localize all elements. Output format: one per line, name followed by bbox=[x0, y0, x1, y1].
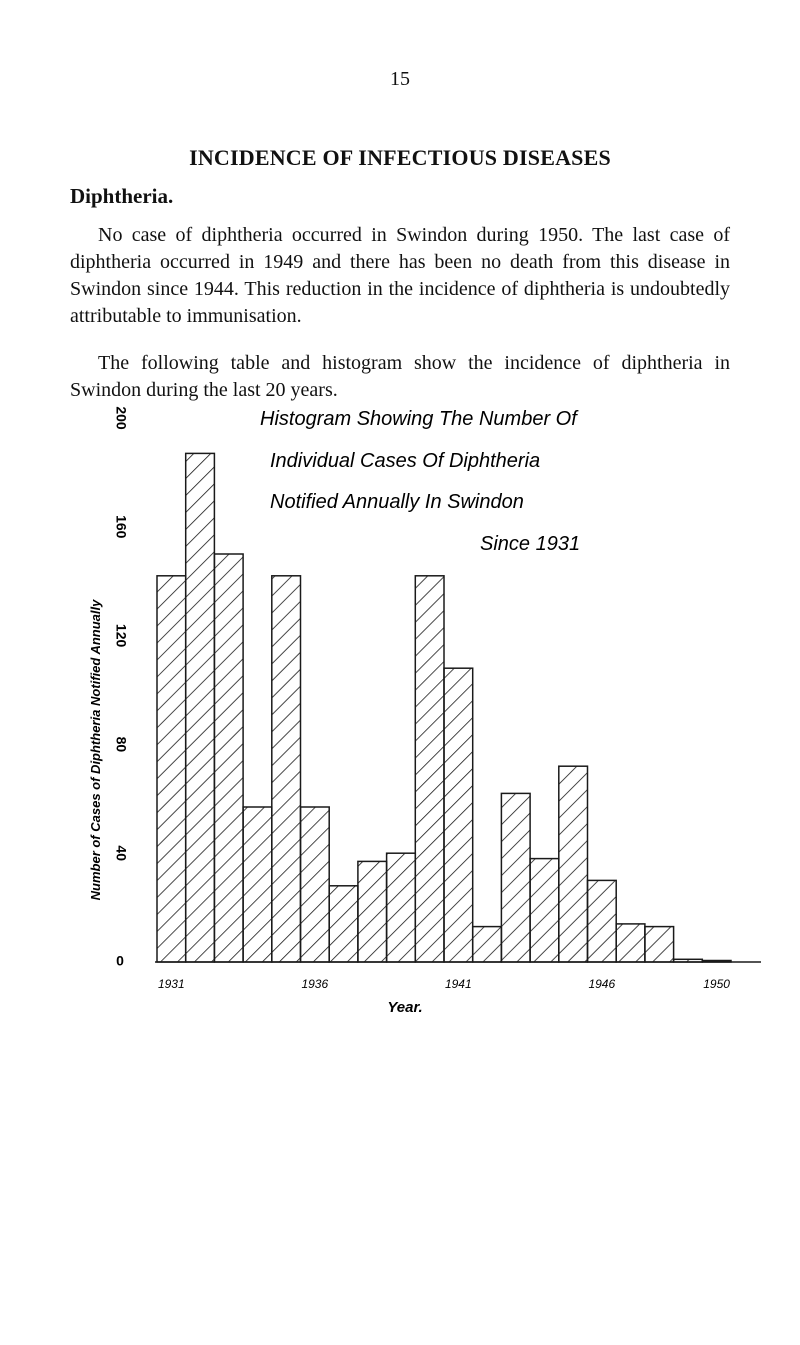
bar-1943 bbox=[501, 793, 530, 962]
bar-1935 bbox=[272, 576, 301, 962]
chart-title-line-1: Histogram Showing The Number Of bbox=[260, 408, 577, 430]
bar-1942 bbox=[473, 927, 502, 962]
bar-1940 bbox=[415, 576, 444, 962]
bar-1947 bbox=[616, 924, 645, 962]
y-tick-160: 160 bbox=[113, 515, 130, 539]
bar-1931 bbox=[157, 576, 186, 962]
x-tick-1950: 1950 bbox=[703, 977, 730, 991]
y-axis-label: Number of Cases of Diphtheria Notified Annually bbox=[88, 599, 103, 901]
y-tick-80: 80 bbox=[113, 736, 130, 753]
bar-1936 bbox=[301, 807, 330, 962]
bars-group bbox=[157, 453, 731, 962]
x-tick-1941: 1941 bbox=[444, 977, 472, 991]
page-heading: INCIDENCE OF INFECTIOUS DISEASES bbox=[189, 145, 611, 170]
histogram-svg bbox=[60, 400, 780, 1300]
bar-1945 bbox=[559, 766, 588, 962]
chart-title-line-3: Notified Annually In Swindon bbox=[270, 491, 524, 513]
y-tick-120: 120 bbox=[113, 623, 130, 648]
histogram-chart bbox=[60, 400, 780, 1300]
bar-1946 bbox=[588, 880, 617, 962]
page-number: 15 bbox=[390, 68, 410, 90]
bar-1941 bbox=[444, 668, 473, 962]
y-tick-40: 40 bbox=[113, 845, 130, 861]
bar-1944 bbox=[530, 859, 559, 962]
x-tick-1931: 1931 bbox=[157, 977, 185, 991]
x-tick-1946: 1946 bbox=[588, 977, 616, 991]
y-tick-200: 200 bbox=[113, 406, 130, 430]
bar-1937 bbox=[329, 886, 358, 962]
paragraph-2: The following table and histogram show the incidence of diphtheria in Swindon during the last 20 years. bbox=[70, 352, 730, 401]
chart-title-line-4: Since 1931 bbox=[480, 533, 581, 555]
chart-title-line-2: Individual Cases Of Diphtheria bbox=[270, 450, 541, 472]
x-tick-labels bbox=[158, 977, 730, 991]
x-axis-label: Year. bbox=[387, 999, 423, 1016]
bar-1948 bbox=[645, 927, 674, 962]
bar-1933 bbox=[214, 554, 243, 962]
bar-1939 bbox=[387, 853, 416, 962]
bar-1938 bbox=[358, 861, 387, 962]
bar-1934 bbox=[243, 807, 272, 962]
x-tick-1936: 1936 bbox=[301, 977, 329, 991]
y-tick-0: 0 bbox=[116, 952, 124, 969]
section-subheading: Diphtheria. bbox=[70, 184, 174, 208]
paragraph-1: No case of diphtheria occurred in Swindon during 1950. The last case of diphtheria occurred in 1949 and there has been no death from this disease in Swindon since 1944. This reduction in the incidence of diphtheria is undoubtedly attributable to immunisation. bbox=[70, 224, 730, 327]
bar-1932 bbox=[186, 453, 215, 962]
y-tick-labels bbox=[113, 406, 129, 968]
